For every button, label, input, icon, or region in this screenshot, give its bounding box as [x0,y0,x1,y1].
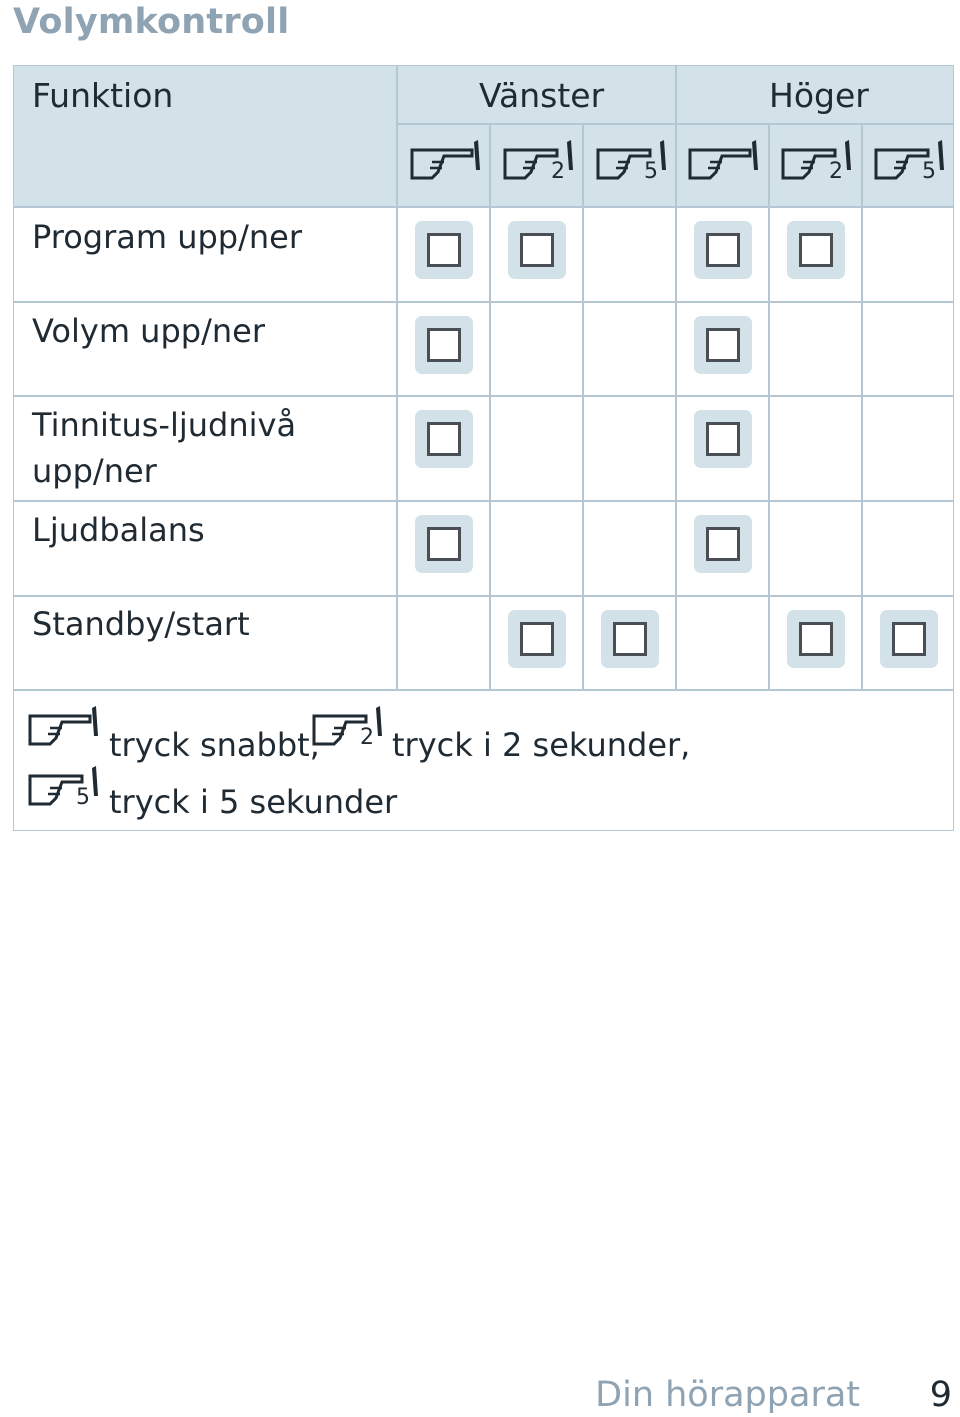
grid-line [14,395,953,397]
grid-line [14,301,953,303]
svg-text:5: 5 [922,159,936,182]
footer-section-label: Din hörapparat [595,1375,860,1415]
row-label-tinnitus: Tinnitus-ljudnivå upp/ner [32,406,297,490]
page-number: 9 [929,1375,952,1415]
function-checkbox [694,410,752,468]
function-checkbox [415,410,473,468]
function-checkbox [787,610,845,668]
function-checkbox [787,221,845,279]
function-checkbox [415,316,473,374]
legend-short-press: tryck snabbt, [109,726,320,764]
function-checkbox [508,221,566,279]
press-2-seconds-icon [312,706,384,748]
function-checkbox [415,221,473,279]
grid-line [489,124,491,690]
row-label-standby: Standby/start [32,605,250,643]
press-2-seconds-icon [503,140,575,182]
grid-line [582,124,584,690]
grid-line [14,206,953,208]
row-label-program: Program upp/ner [32,218,302,256]
grid-line [768,124,770,690]
grid-line [14,689,953,691]
grid-line [396,123,953,125]
function-checkbox [694,221,752,279]
function-checkbox [694,515,752,573]
grid-line [14,595,953,597]
header-left-label: Vänster [479,76,605,115]
header-right-label: Höger [769,76,869,115]
svg-text:2: 2 [360,725,374,748]
header-function-label: Funktion [32,76,174,115]
function-checkbox [415,515,473,573]
svg-text:5: 5 [644,159,658,182]
press-short-icon [28,706,100,748]
svg-text:2: 2 [551,159,565,182]
function-checkbox [508,610,566,668]
function-checkbox [694,316,752,374]
page-title: Volymkontroll [13,2,290,42]
svg-text:5: 5 [76,785,90,808]
legend-five-second-press: tryck i 5 sekunder [109,783,398,821]
press-5-seconds-icon [874,140,946,182]
function-checkbox [601,610,659,668]
grid-line [861,124,863,690]
function-checkbox [880,610,938,668]
press-short-icon [410,140,482,182]
press-5-seconds-icon [596,140,668,182]
press-5-seconds-icon [28,766,100,808]
grid-line [14,500,953,502]
press-2-seconds-icon [781,140,853,182]
svg-text:2: 2 [829,159,843,182]
row-label-volume: Volym upp/ner [32,312,265,350]
legend-two-second-press: tryck i 2 sekunder, [392,726,691,764]
press-short-icon [688,140,760,182]
volume-control-table [13,65,954,831]
row-label-balance: Ljudbalans [32,511,205,549]
